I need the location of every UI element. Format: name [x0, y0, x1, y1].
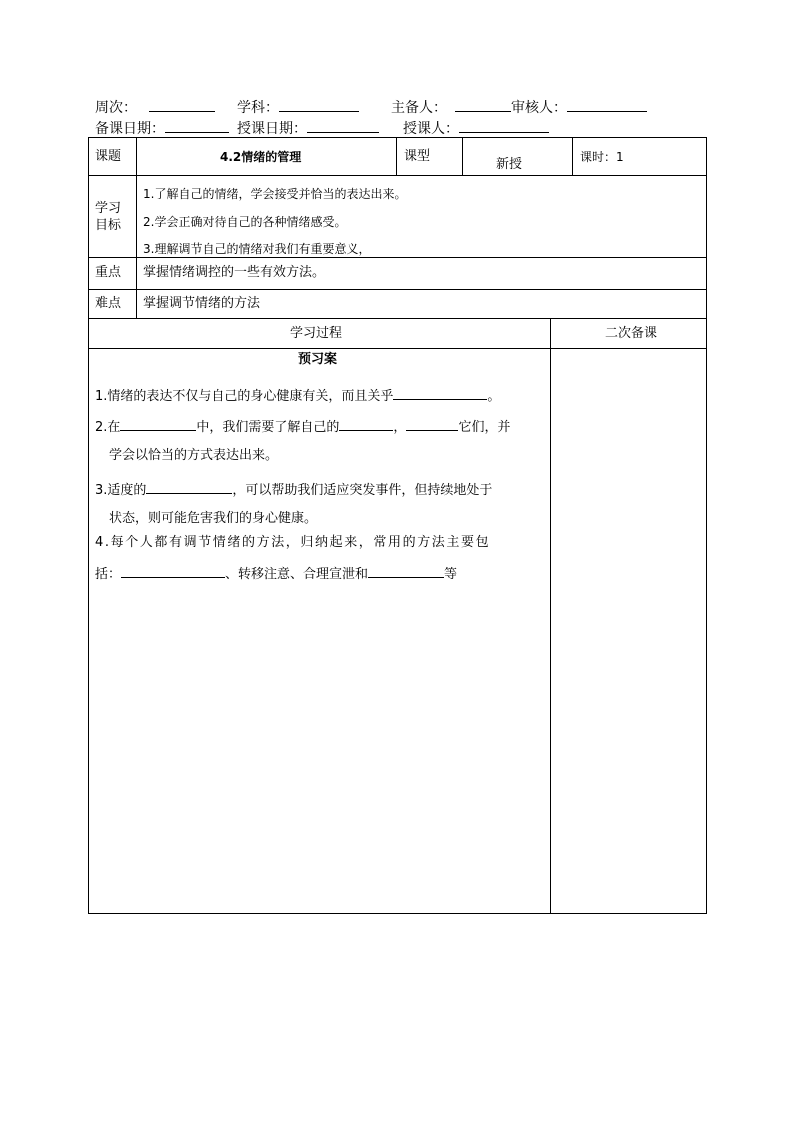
row-divider: [88, 348, 707, 349]
week-blank: [149, 97, 215, 112]
table-border-bottom: [88, 913, 707, 914]
secondary-header: 二次备课: [605, 326, 658, 341]
preparer-label: 主备人：: [391, 100, 447, 116]
type-label: 课型: [404, 149, 431, 164]
row-divider: [88, 318, 707, 319]
answer-blank: [339, 417, 393, 431]
goals-label-line-1: 学习: [95, 201, 122, 216]
teach-date-label: 授课日期：: [237, 121, 307, 137]
type-value: 新授: [496, 157, 523, 172]
reviewer-blank: [567, 97, 647, 112]
answer-blank: [393, 386, 487, 400]
table-border-top: [88, 137, 707, 138]
header-row-2: [95, 118, 549, 138]
table-border-right: [706, 137, 707, 914]
question-2: 2.在 中，我们需要了解自己的 ， 它们，并: [95, 417, 510, 436]
col-divider: [396, 137, 397, 175]
col-divider: [136, 137, 137, 318]
answer-blank: [120, 417, 196, 431]
week-label: 周次：: [95, 100, 137, 116]
prep-date-blank: [165, 118, 229, 133]
question-4-continued: 括： 、转移注意、合理宣泄和 等: [95, 564, 457, 583]
difficult-label: 难点: [95, 296, 122, 311]
col-divider: [572, 137, 573, 175]
period-label: 课时：1: [580, 150, 624, 164]
table-border-left: [88, 137, 89, 914]
goal-item: 1.了解自己的情绪，学会接受并恰当的表达出来。: [143, 187, 407, 201]
question-3-continued: 状态，则可能危害我们的身心健康。: [109, 511, 318, 526]
answer-blank: [406, 417, 458, 431]
goals-label-line-2: 目标: [95, 218, 122, 233]
answer-blank: [121, 564, 225, 578]
col-divider: [550, 318, 551, 914]
col-divider: [462, 137, 463, 175]
subject-label: 学科：: [237, 100, 279, 116]
teacher-blank: [459, 118, 549, 133]
question-2-continued: 学会以恰当的方式表达出来。: [109, 448, 279, 463]
question-1: 1.情绪的表达不仅与自己的身心健康有关，而且关乎 。: [95, 386, 500, 405]
difficult-value: 掌握调节情绪的方法: [143, 296, 261, 311]
subject-blank: [279, 97, 359, 112]
header-row-1: [95, 97, 647, 117]
row-divider: [88, 289, 707, 290]
preparer-blank: [455, 97, 511, 112]
topic-value: 4.2情绪的管理: [220, 150, 302, 164]
question-4: 4.每个人都有调节情绪的方法，归纳起来，常用的方法主要包: [95, 535, 491, 550]
prep-date-label: 备课日期：: [95, 121, 165, 137]
goal-item: 3.理解调节自己的情绪对我们有重要意义，: [143, 242, 371, 256]
answer-blank: [146, 480, 232, 494]
row-divider: [88, 257, 707, 258]
teach-date-blank: [307, 118, 379, 133]
goal-item: 2.学会正确对待自己的各种情绪感受。: [143, 215, 347, 229]
answer-blank: [368, 564, 444, 578]
row-divider: [88, 175, 707, 176]
teacher-label: 授课人：: [403, 121, 459, 137]
key-value: 掌握情绪调控的一些有效方法。: [143, 265, 326, 280]
preview-title: 预习案: [298, 352, 338, 367]
reviewer-label: 审核人：: [511, 100, 567, 116]
process-header: 学习过程: [290, 326, 343, 341]
topic-label: 课题: [95, 149, 122, 164]
question-3: 3.适度的 ，可以帮助我们适应突发事件，但持续地处于: [95, 480, 492, 499]
key-label: 重点: [95, 265, 122, 280]
